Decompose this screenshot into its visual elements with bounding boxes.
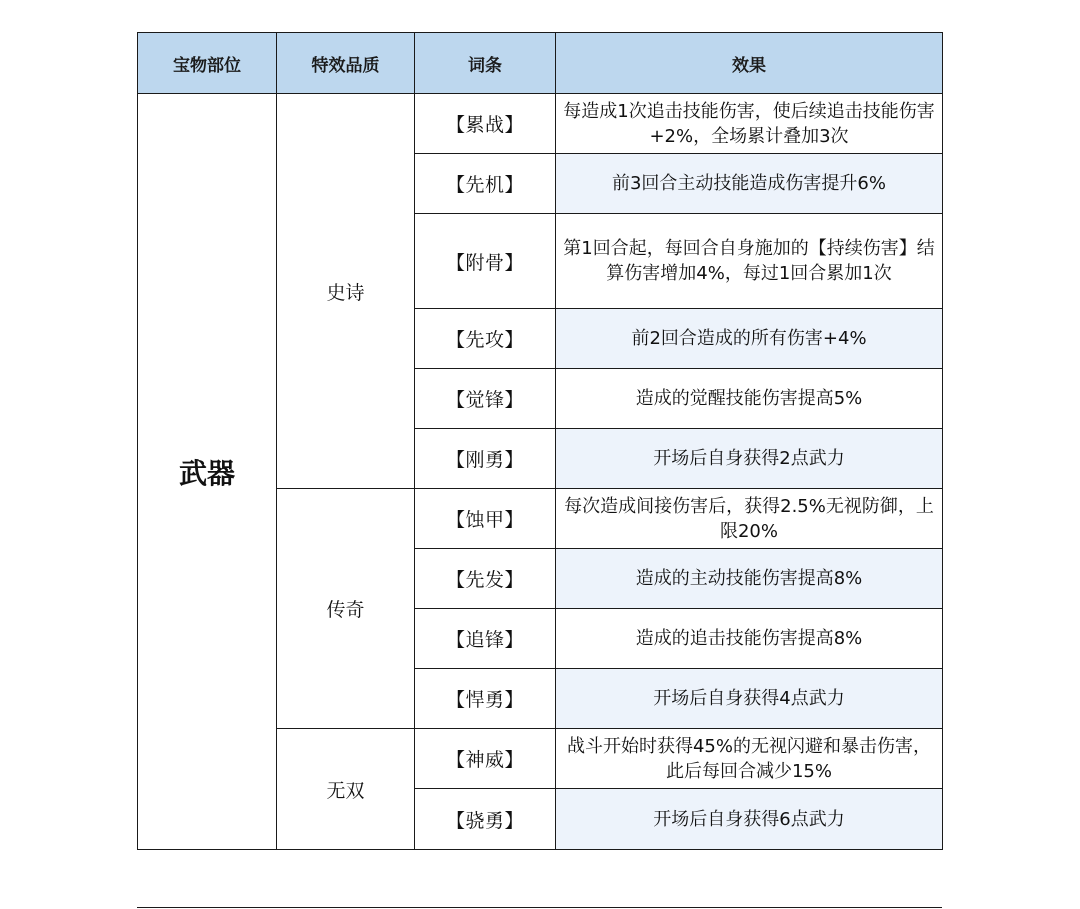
- table-header-row: [138, 33, 943, 94]
- quality-cell-epic: 史诗: [277, 94, 415, 489]
- quality-cell-legendary: 传奇: [277, 489, 415, 729]
- entry-cell: 【觉锋】: [415, 369, 556, 429]
- entry-cell: 【蚀甲】: [415, 489, 556, 549]
- effect-cell: 每造成1次追击技能伤害，使后续追击技能伤害+2%，全场累计叠加3次: [556, 94, 943, 154]
- entry-cell: 【先机】: [415, 154, 556, 214]
- entry-cell: 【累战】: [415, 94, 556, 154]
- effect-cell: 前3回合主动技能造成伤害提升6%: [556, 154, 943, 214]
- entry-cell: 【附骨】: [415, 214, 556, 309]
- effect-cell: 开场后自身获得4点武力: [556, 669, 943, 729]
- effect-cell: 前2回合造成的所有伤害+4%: [556, 309, 943, 369]
- header-quality: 特效品质: [277, 33, 415, 94]
- entry-cell: 【追锋】: [415, 609, 556, 669]
- effect-cell: 第1回合起，每回合自身施加的【持续伤害】结算伤害增加4%，每过1回合累加1次: [556, 214, 943, 309]
- effect-cell: 开场后自身获得6点武力: [556, 789, 943, 850]
- quality-cell-peerless: 无双: [277, 729, 415, 850]
- weapon-effects-table: [137, 32, 943, 850]
- effect-cell: 造成的觉醒技能伤害提高5%: [556, 369, 943, 429]
- effect-cell: 造成的追击技能伤害提高8%: [556, 609, 943, 669]
- entry-cell: 【先攻】: [415, 309, 556, 369]
- entry-cell: 【悍勇】: [415, 669, 556, 729]
- header-slot: 宝物部位: [138, 33, 277, 94]
- entry-cell: 【先发】: [415, 549, 556, 609]
- effect-cell: 战斗开始时获得45%的无视闪避和暴击伤害，此后每回合减少15%: [556, 729, 943, 789]
- effect-cell: 每次造成间接伤害后，获得2.5%无视防御，上限20%: [556, 489, 943, 549]
- slot-cell: 武器: [138, 94, 277, 850]
- header-entry: 词条: [415, 33, 556, 94]
- table-row: [138, 94, 943, 154]
- entry-cell: 【刚勇】: [415, 429, 556, 489]
- effect-cell: 开场后自身获得2点武力: [556, 429, 943, 489]
- entry-cell: 【神威】: [415, 729, 556, 789]
- header-effect: 效果: [556, 33, 943, 94]
- effect-cell: 造成的主动技能伤害提高8%: [556, 549, 943, 609]
- entry-cell: 【骁勇】: [415, 789, 556, 850]
- footer-divider: [137, 907, 942, 908]
